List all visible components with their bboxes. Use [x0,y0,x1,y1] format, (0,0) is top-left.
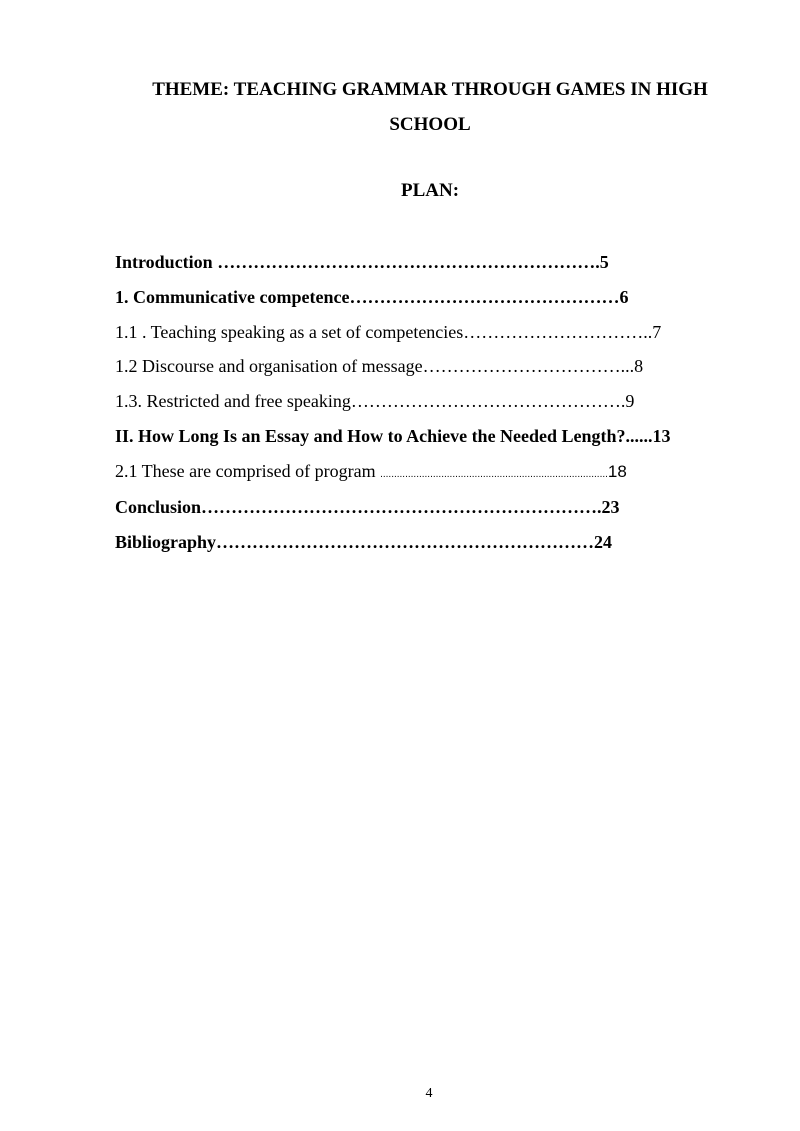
toc-entry-1-1: 1.1 . Teaching speaking as a set of competencies…………………………..7 [115,322,662,342]
toc-entry-chapter-2: II. How Long Is an Essay and How to Achieve the Needed Length?......13 [115,426,671,446]
page-number: 4 [425,1086,433,1101]
toc-entry-2-1 [115,459,627,487]
toc-entry-1-2: 1.2 Discourse and organisation of message……………………………...8 [115,356,644,376]
toc-entry-2-1-leader-dots: .................................................................................. [380,469,608,480]
toc-entry-2-1-label: 2.1 These are comprised of program [115,461,381,481]
toc-entry-introduction: Introduction ……………………………………………………….5 [115,252,609,272]
document-title: THEME: TEACHING GRAMMAR THROUGH GAMES IN HIGH SCHOOL [152,79,708,135]
toc-entry-bibliography: Bibliography………………………………………………………24 [115,532,613,552]
toc-entry-1-3: 1.3. Restricted and free speaking……………………………………….9 [115,391,635,411]
toc-entry-conclusion: Conclusion………………………………………………………….23 [115,497,620,517]
plan-heading: PLAN: [400,180,460,201]
toc-entry-2-1-page: 18 [607,462,627,481]
toc-entry-communicative-competence: 1. Communicative competence………………………………………6 [115,287,629,307]
